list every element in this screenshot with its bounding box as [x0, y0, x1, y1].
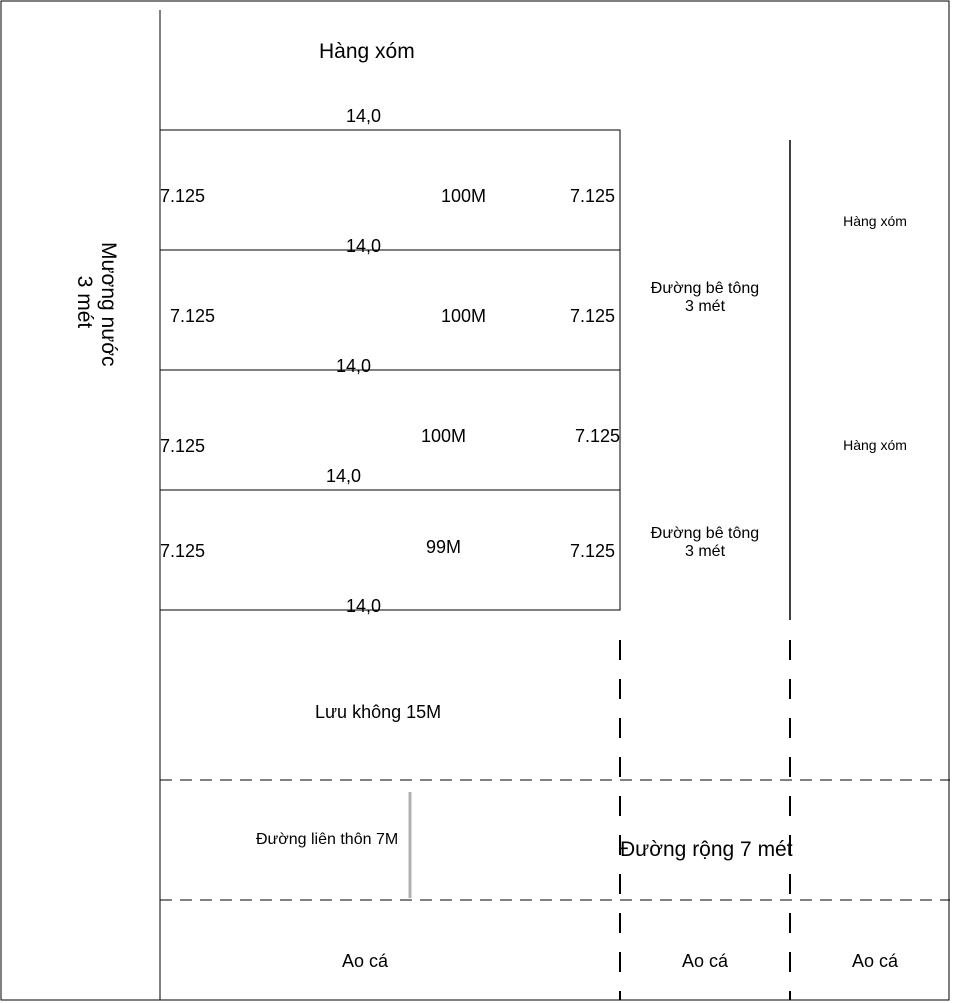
width-label-2: 14,0: [346, 236, 382, 256]
concrete-road-1-line2: 3 mét: [684, 298, 726, 316]
lot-4-area: 99M: [426, 537, 462, 557]
lot-4-right-side: 7.125: [570, 541, 616, 561]
canal-label-line1: Mương nước: [97, 242, 120, 367]
lot-1-area: 100M: [441, 186, 487, 206]
neighbor-top-label: Hàng xóm: [319, 40, 415, 63]
neighbor-right-label-2: Hàng xóm: [843, 437, 907, 453]
lot-3-left-side: 7.125: [160, 436, 206, 456]
lot-1-left-side: 7.125: [160, 186, 206, 206]
village-road-label: Đường liên thôn 7M: [256, 831, 399, 848]
canal-label-line2: 3 mét: [72, 275, 96, 329]
width-label-3: 14,0: [336, 356, 372, 376]
lot-3-area: 100M: [421, 426, 467, 446]
setback-label: Lưu không 15M: [315, 702, 442, 722]
pond-label-2: Ao cá: [681, 951, 729, 971]
road-7m-label: Đường rộng 7 mét: [620, 838, 793, 861]
width-label-5: 14,0: [346, 596, 382, 616]
canal-label: [70, 242, 120, 367]
pond-label-1: Ao cá: [341, 951, 389, 971]
outer-frame: [1, 1, 949, 1000]
lot-3-right-side: 7.125: [575, 426, 621, 446]
lot-1-right-side: 7.125: [570, 186, 616, 206]
concrete-road-label-1: [651, 280, 759, 317]
lot-2-left-side: 7.125: [170, 306, 216, 326]
concrete-road-2-line2: 3 mét: [684, 543, 726, 561]
pond-label-3: Ao cá: [851, 951, 899, 971]
neighbor-right-label-1: Hàng xóm: [843, 213, 907, 229]
width-label-4: 14,0: [326, 466, 362, 486]
lot-4-left-side: 7.125: [160, 541, 206, 561]
width-label-1: 14,0: [346, 106, 382, 126]
concrete-road-label-2: [651, 525, 759, 562]
concrete-road-2-line1: Đường bê tông: [650, 525, 760, 542]
lot-2-right-side: 7.125: [570, 306, 616, 326]
concrete-road-1-line1: Đường bê tông: [650, 280, 760, 297]
lot-2-area: 100M: [441, 306, 487, 326]
